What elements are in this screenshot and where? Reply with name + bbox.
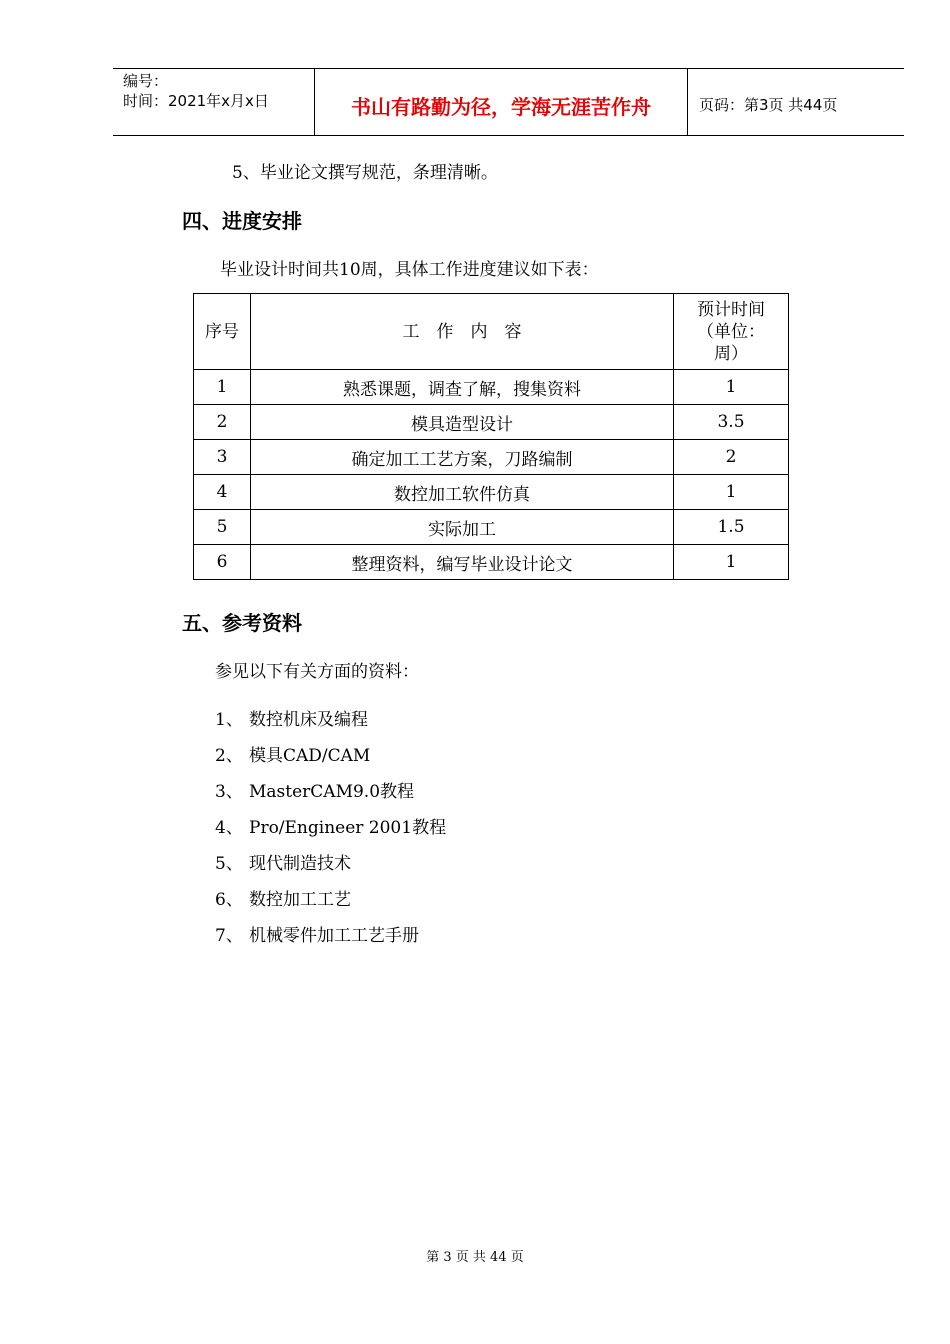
section-4-title: 四、进度安排 [182, 209, 302, 233]
schedule-table [193, 293, 789, 580]
header-meta [123, 71, 269, 111]
page-footer: 第 3 页 共 44 页 [426, 1250, 524, 1265]
table-row [194, 510, 789, 545]
section-5-title: 五、参考资料 [182, 611, 302, 635]
reference-number: 6、 [215, 890, 243, 910]
section-5-intro: 参见以下有关方面的资料： [215, 662, 419, 682]
reference-number: 4、 [215, 818, 243, 838]
reference-number: 5、 [215, 854, 243, 874]
reference-text: Pro/Engineer 2001教程 [249, 818, 447, 838]
header-divider [687, 69, 688, 135]
reference-text: 模具CAD/CAM [249, 746, 371, 766]
header-cell-content: 工 作 内 容 [251, 294, 674, 370]
cell-index: 4 [194, 475, 251, 510]
reference-item [215, 853, 351, 875]
reference-text: 数控机床及编程 [249, 710, 368, 730]
cell-time: 3.5 [674, 405, 789, 440]
reference-item [215, 817, 446, 839]
reference-number: 2、 [215, 746, 243, 766]
table-header-row [194, 294, 789, 370]
page-header [113, 68, 904, 136]
reference-item [215, 745, 370, 767]
cell-index: 1 [194, 370, 251, 405]
cell-index: 6 [194, 545, 251, 580]
reference-number: 3、 [215, 782, 243, 802]
cell-index: 2 [194, 405, 251, 440]
cell-content: 整理资料，编写毕业设计论文 [251, 545, 674, 580]
cell-content: 确定加工工艺方案，刀路编制 [251, 440, 674, 475]
header-time-line: 预计时间 [697, 299, 765, 320]
reference-text: 现代制造技术 [249, 854, 351, 874]
reference-item [215, 889, 351, 911]
table-row [194, 545, 789, 580]
header-page-info: 页码：第3页 共44页 [699, 96, 838, 114]
cell-time: 2 [674, 440, 789, 475]
table-row [194, 440, 789, 475]
header-time-line: （单位： [697, 321, 765, 342]
header-cell-time [674, 294, 789, 370]
cell-index: 3 [194, 440, 251, 475]
time-label: 时间：2021年x月x日 [123, 92, 269, 110]
reference-number: 7、 [215, 926, 243, 946]
cell-content: 模具造型设计 [251, 405, 674, 440]
reference-number: 1、 [215, 710, 243, 730]
code-label: 编号： [123, 72, 169, 90]
header-motto: 书山有路勤为径，学海无涯苦作舟 [351, 95, 651, 119]
cell-time: 1 [674, 545, 789, 580]
reference-text: 数控加工工艺 [249, 890, 351, 910]
reference-text: MasterCAM9.0教程 [249, 782, 415, 802]
cell-content: 实际加工 [251, 510, 674, 545]
cell-time: 1 [674, 370, 789, 405]
section-4-intro: 毕业设计时间共10周，具体工作进度建议如下表： [220, 260, 599, 280]
reference-text: 机械零件加工工艺手册 [249, 926, 419, 946]
reference-item [215, 925, 419, 947]
reference-item [215, 781, 414, 803]
cell-index: 5 [194, 510, 251, 545]
table-row [194, 405, 789, 440]
table-row [194, 370, 789, 405]
cell-time: 1 [674, 475, 789, 510]
table-row [194, 475, 789, 510]
intro-item: 5、毕业论文撰写规范，条理清晰。 [232, 163, 498, 183]
cell-content: 熟悉课题，调查了解，搜集资料 [251, 370, 674, 405]
cell-time: 1.5 [674, 510, 789, 545]
header-time-line: 周） [714, 343, 748, 364]
cell-content: 数控加工软件仿真 [251, 475, 674, 510]
reference-item [215, 709, 368, 731]
header-cell-index: 序号 [194, 294, 251, 370]
